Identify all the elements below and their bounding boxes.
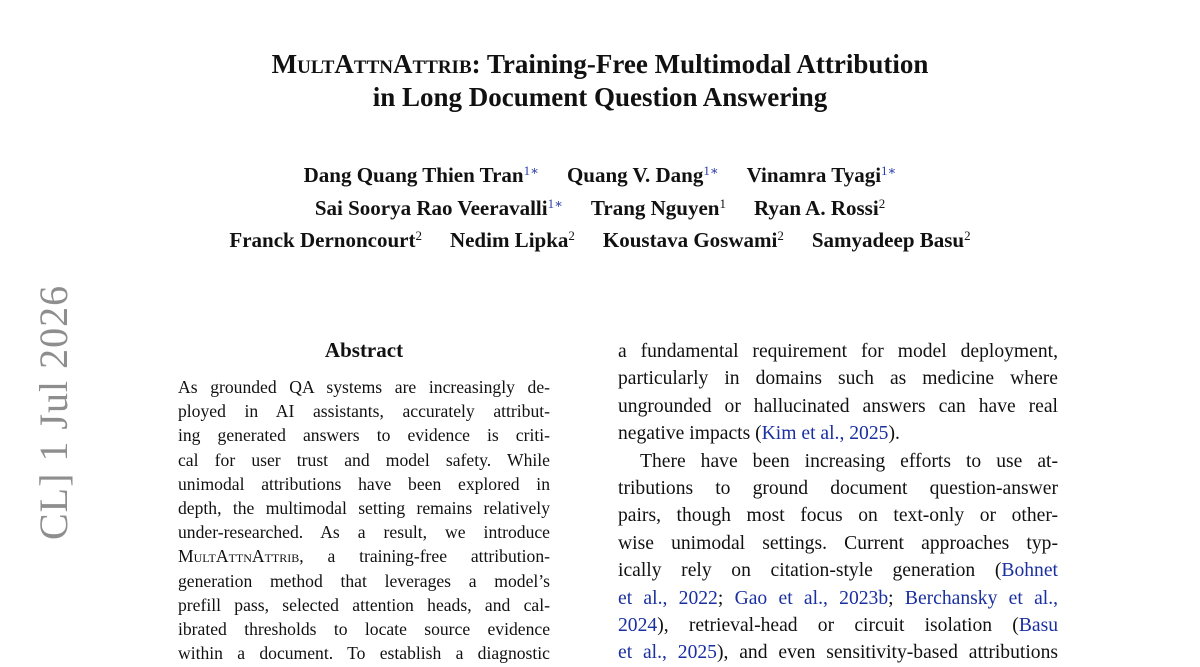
author-name-text: Ryan A. Rossi xyxy=(753,195,879,220)
author-list xyxy=(0,157,1200,255)
abstract-line: cal for user trust and model safety. While xyxy=(178,449,550,470)
body-text: ), and even sensitivity-based attributions xyxy=(716,642,1059,664)
abstract-body xyxy=(178,375,550,665)
body-line: a fundamental requirement for model deployment, xyxy=(618,341,1058,362)
affiliation-marker: 2 xyxy=(878,195,886,211)
paper-title xyxy=(0,48,1200,114)
title-line-1-rest: : Training-Free Multimodal Attribution xyxy=(471,49,929,79)
body-line: particularly in domains such as medicine where xyxy=(618,368,1058,390)
affiliation-marker[interactable]: 1∗ xyxy=(703,163,719,178)
body-text: negative impacts ( xyxy=(618,423,762,445)
author-name-text: Quang V. Dang xyxy=(566,163,704,187)
affiliation-marker[interactable]: 1∗ xyxy=(523,163,539,178)
abstract-line-rest: , a training-free attribution- xyxy=(299,546,550,567)
author-name-text: Franck Dernoncourt xyxy=(229,228,416,252)
body-line: There have been increasing efforts to use at- xyxy=(640,450,1058,472)
author-name xyxy=(450,222,575,255)
author-name xyxy=(567,157,719,190)
author-name-text: Trang Nguyen xyxy=(590,195,720,220)
author-name-text: Samyadeep Basu xyxy=(811,228,965,252)
citation-link[interactable]: et al., 2025 xyxy=(618,642,717,664)
author-name xyxy=(304,157,539,190)
citation-link[interactable]: et al., 2022 xyxy=(618,587,718,609)
author-name xyxy=(812,222,971,255)
citation-link[interactable]: Basu xyxy=(1018,614,1058,636)
abstract-line: ibrated thresholds to locate source evidence xyxy=(178,618,550,639)
abstract-line: generation method that leverages a model’s xyxy=(178,570,550,591)
abstract-line: ing generated answers to evidence is criti- xyxy=(178,425,550,446)
abstract-heading: Abstract xyxy=(324,338,404,362)
abstract-line: under-researched. As a result, we introduce xyxy=(178,522,550,543)
body-line xyxy=(618,585,1058,612)
body-line xyxy=(618,612,1058,639)
citation-link[interactable]: Berchansky et al., xyxy=(904,587,1059,609)
body-line xyxy=(618,420,1058,447)
affiliation-marker: 2 xyxy=(415,228,422,243)
affiliation-marker: 2 xyxy=(777,228,784,243)
author-row xyxy=(0,157,1200,190)
author-name xyxy=(603,222,784,255)
author-row xyxy=(0,190,1200,223)
author-name xyxy=(315,190,563,223)
body-text: ). xyxy=(888,423,900,445)
abstract-line: As grounded QA systems are increasingly de- xyxy=(178,377,550,397)
abstract-line-method xyxy=(178,544,550,568)
affiliation-marker[interactable]: 1∗ xyxy=(547,195,563,211)
author-name xyxy=(229,222,422,255)
citation-link[interactable]: Kim et al., 2025 xyxy=(761,423,889,445)
abstract-line: prefill pass, selected attention heads, and cal- xyxy=(178,594,550,615)
author-name xyxy=(754,190,885,223)
author-row xyxy=(0,222,1200,255)
author-name-text: Sai Soorya Rao Veeravalli xyxy=(314,195,548,220)
body-line: ungrounded or hallucinated answers can have real xyxy=(618,395,1058,417)
citation-link[interactable]: Bohnet xyxy=(1001,560,1058,582)
title-line-2: in Long Document Question Answering xyxy=(372,82,828,112)
body-line: tributions to ground document question-answer xyxy=(618,477,1058,499)
affiliation-marker: 2 xyxy=(964,228,971,243)
body-line xyxy=(618,557,1058,584)
author-name-text: Nedim Lipka xyxy=(449,228,569,252)
title-line-1 xyxy=(0,48,1200,81)
body-text: ), retrieval-head or circuit isolation ( xyxy=(657,614,1019,636)
abstract-line: unimodal attributions have been explored in xyxy=(178,473,550,494)
method-name-inline: MultAttnAttrib xyxy=(178,546,300,567)
body-line: wise unimodal settings. Current approaches typ- xyxy=(618,532,1058,554)
abstract-line: depth, the multimodal setting remains relatively xyxy=(178,497,550,518)
author-name xyxy=(747,157,897,190)
affiliation-marker[interactable]: 1∗ xyxy=(881,163,897,178)
body-text: ically rely on citation-style generation ( xyxy=(618,560,1002,582)
affiliation-marker: 1 xyxy=(719,195,726,211)
body-line xyxy=(618,639,1058,666)
body-line: pairs, though most focus on text-only or other- xyxy=(618,505,1058,527)
affiliation-marker: 2 xyxy=(568,228,575,243)
author-name-text: Vinamra Tyagi xyxy=(746,163,882,187)
author-name-text: Koustava Goswami xyxy=(602,228,778,252)
body-right-column xyxy=(618,338,1058,667)
abstract-line: ployed in AI assistants, accurately attribut- xyxy=(178,401,550,422)
citation-link[interactable]: Gao et al., 2023b xyxy=(734,587,889,609)
arxiv-sidebar-stamp: CL] 1 Jul 2026 xyxy=(31,284,76,540)
method-name: MultAttnAttrib xyxy=(271,49,472,79)
abstract-line: within a document. To establish a diagnostic xyxy=(178,643,550,664)
author-name xyxy=(591,190,726,223)
body-text: ; xyxy=(888,587,905,609)
citation-link[interactable]: 2024 xyxy=(618,614,658,636)
body-text: ; xyxy=(717,587,735,609)
author-name-text: Dang Quang Thien Tran xyxy=(303,163,524,187)
